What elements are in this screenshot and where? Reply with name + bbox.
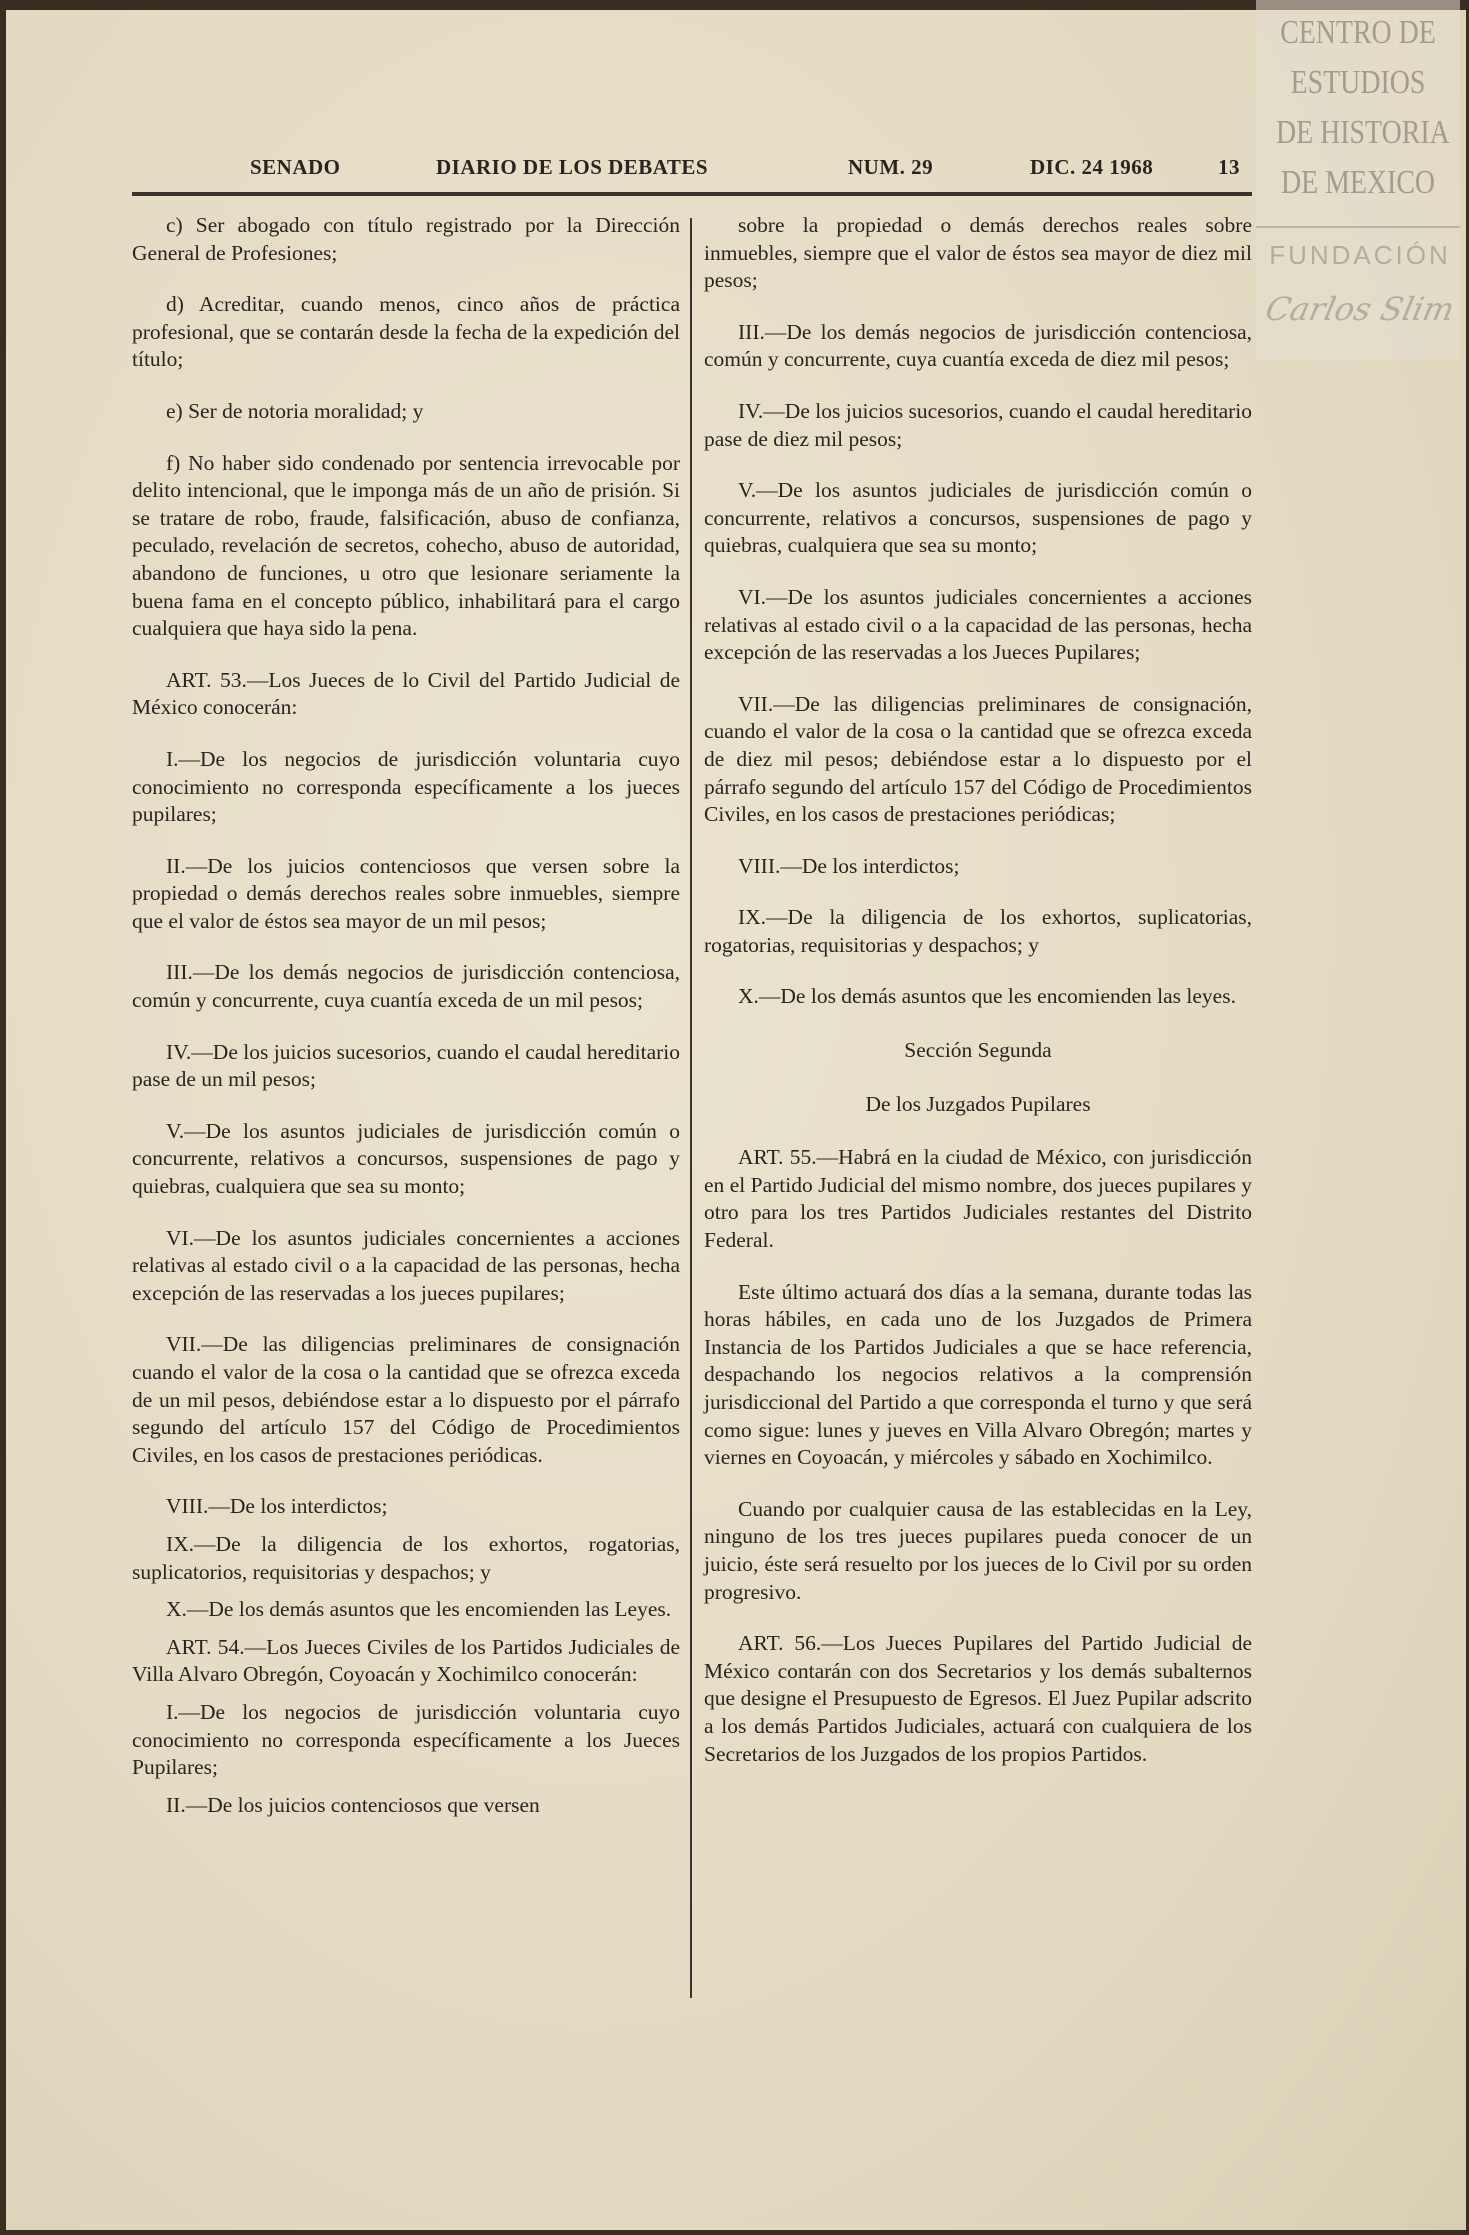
paragraph: ART. 55.—Habrá en la ciudad de México, con jurisdicción en el Partido Judicial del mismo nombre, dos jueces pupilares y otro para los tres Partidos Judiciales restantes del Distrito Federal. (704, 1145, 1252, 1253)
header-number: NUM. 29 (848, 155, 934, 179)
watermark-line: CENTRO DE (1280, 14, 1436, 51)
paragraph: III.—De los demás negocios de jurisdicción contenciosa, común y concurrente, cuya cuantía exceda de diez mil pesos; (704, 319, 1252, 372)
paragraph: d) Acreditar, cuando menos, cinco años de práctica profesional, que se contarán desde la fecha de la expedición del título; (132, 292, 680, 372)
section-title: Sección Segunda (904, 1038, 1052, 1063)
header-rule (132, 192, 1252, 196)
paragraph: ART. 54.—Los Jueces Civiles de los Partidos Judiciales de Villa Alvaro Obregón, Coyoacán y Xochimilco conocerán: (132, 1634, 680, 1687)
paragraph: Cuando por cualquier causa de las establecidas en la Ley, ninguno de los tres jueces pupilares pueda conocer de un juicio, éste será resuelto por los jueces de lo Civil por su orden progresivo. (704, 1496, 1252, 1604)
paragraph: f) No haber sido condenado por sentencia irrevocable por delito intencional, que le imponga más de un año de prisión. Si se tratare de robo, fraude, falsificación, abuso de confianza, peculado, revelación de secretos, cohecho, abuso de autoridad, abandono de funciones, u otro que lesionare seriamente la buena fama en el concepto público, inhabilitará para el cargo cualquiera que haya sido la pena. (132, 450, 680, 641)
paragraph: II.—De los juicios contenciosos que versen sobre la propiedad o demás derechos reales sobre inmuebles, siempre que el valor de éstos sea mayor de un mil pesos; (132, 853, 680, 933)
header-date: DIC. 24 1968 (1030, 155, 1154, 179)
watermark-line: DE MEXICO (1280, 164, 1436, 201)
section-subtitle: De los Juzgados Pupilares (865, 1091, 1091, 1116)
paragraph: X.—De los demás asuntos que les encomienden las Leyes. (166, 1597, 672, 1622)
paragraph: ART. 53.—Los Jueces de lo Civil del Partido Judicial de México conocerán: (132, 667, 680, 720)
watermark-line: DE HISTORIA (1276, 114, 1450, 151)
paragraph: c) Ser abogado con título registrado por la Dirección General de Profesiones; (132, 213, 680, 265)
paragraph: I.—De los negocios de jurisdicción voluntaria cuyo conocimiento no corresponda específicamente a los Jueces Pupilares; (132, 1699, 680, 1780)
paragraph: VI.—De los asuntos judiciales concernientes a acciones relativas al estado civil o a la capacidad de las personas, hecha excepción de las reservadas a los jueces pupilares; (132, 1225, 680, 1305)
paragraph: IX.—De la diligencia de los exhortos, rogatorias, suplicatorios, requisitorias y despachos; y (132, 1531, 680, 1584)
paragraph: ART. 56.—Los Jueces Pupilares del Partido Judicial de México contarán con dos Secretarios y los demás subalternos que designe el Presupuesto de Egresos. El Juez Pupilar adscrito a los demás Partidos Judiciales, actuará con cualquiera de los Secretarios de los Juzgados de los propios Partidos. (704, 1631, 1252, 1766)
watermark-line: ESTUDIOS (1290, 64, 1426, 101)
left-column (132, 212, 680, 1829)
watermark-foundation: FUNDACIÓN (1269, 240, 1451, 270)
paragraph: IX.—De la diligencia de los exhortos, suplicatorias, rogatorias, requisitorias y despachos; y (704, 905, 1252, 957)
paragraph: IV.—De los juicios sucesorios, cuando el caudal hereditario pase de diez mil pesos; (704, 398, 1252, 451)
header-page-number: 13 (1218, 155, 1240, 179)
paragraph: sobre la propiedad o demás derechos reales sobre inmuebles, siempre que el valor de éstos sea mayor de diez mil pesos; (704, 213, 1252, 293)
paragraph: III.—De los demás negocios de jurisdicción contenciosa, común y concurrente, cuya cuantía exceda de un mil pesos; (132, 960, 680, 1013)
paragraph: V.—De los asuntos judiciales de jurisdicción común o concurrente, relativos a concursos, suspensiones de pago y quiebras, cualquiera que sea su monto; (132, 1118, 680, 1199)
paragraph: V.—De los asuntos judiciales de jurisdicción común o concurrente, relativos a concursos, suspensiones de pago y quiebras, cualquiera que sea su monto; (704, 478, 1252, 558)
header-publication: DIARIO DE LOS DEBATES (436, 155, 709, 179)
paragraph: VII.—De las diligencias preliminares de consignación, cuando el valor de la cosa o la cantidad que se ofrezca exceda de diez mil pesos; debiéndose estar a lo dispuesto por el párrafo segundo del artículo 157 del Código de Procedimientos Civiles, en los casos de prestaciones periódicas; (704, 691, 1252, 827)
header-chamber: SENADO (250, 155, 341, 179)
paragraph: e) Ser de notoria moralidad; y (166, 398, 424, 423)
column-divider (690, 218, 692, 1998)
paragraph: II.—De los juicios contenciosos que versen (166, 1792, 540, 1817)
paragraph: X.—De los demás asuntos que les encomienden las leyes. (738, 984, 1236, 1009)
paragraph: IV.—De los juicios sucesorios, cuando el caudal hereditario pase de un mil pesos; (132, 1039, 680, 1092)
paragraph: VIII.—De los interdictos; (738, 853, 960, 878)
paragraph: Este último actuará dos días a la semana, durante todas las horas hábiles, en cada uno de los Juzgados de Primera Instancia de los Partidos Judiciales a que se hace referencia, despachando los negocios relativos a la comprensión jurisdiccional del Partido a que corresponda el turno y que será como sigue: lunes y jueves en Villa Alvaro Obregón; martes y viernes en Coyoacán, y miércoles y sábado en Xochimilco. (704, 1279, 1252, 1470)
right-column (704, 212, 1252, 1792)
page-header (250, 155, 1240, 185)
paragraph: VII.—De las diligencias preliminares de consignación cuando el valor de la cosa o la cantidad que se ofrezca exceda de un mil pesos, debiéndose estar a lo dispuesto por el párrafo segundo del artículo 157 del Código de Procedimientos Civiles, en los casos de prestaciones periódicas. (132, 1332, 680, 1467)
paragraph: I.—De los negocios de jurisdicción voluntaria cuyo conocimiento no corresponda específicamente a los jueces pupilares; (132, 746, 680, 827)
paragraph: VIII.—De los interdictos; (166, 1494, 388, 1519)
watermark-divider (1256, 226, 1460, 228)
watermark-signature-logo: Carlos Slim (1262, 290, 1458, 328)
paragraph: VI.—De los asuntos judiciales concernientes a acciones relativas al estado civil o a la capacidad de las personas, hecha excepción de las reservadas a los Jueces Pupilares; (704, 584, 1252, 665)
